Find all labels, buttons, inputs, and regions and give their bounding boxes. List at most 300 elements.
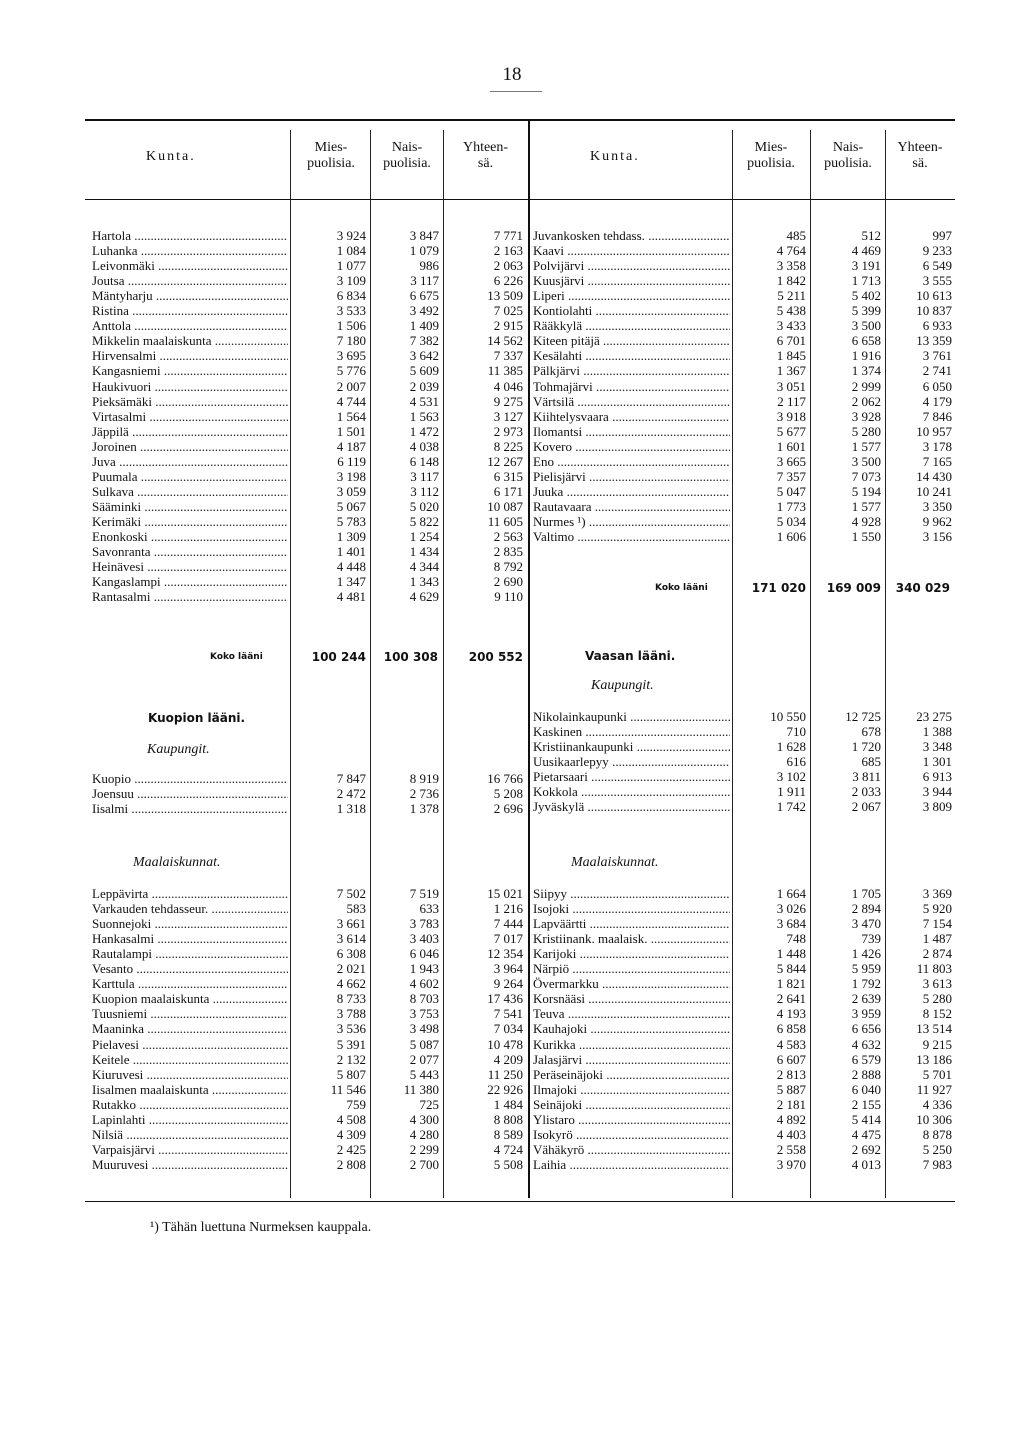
left-maalaiskunta-naispuolisia: 11 380 <box>403 1081 439 1097</box>
right-kunta-miespuolisia: 485 <box>786 228 806 243</box>
right-maalaiskunta-yhteensa: 8 878 <box>922 1126 952 1142</box>
right-kunta-miespuolisia: 3 665 <box>776 453 806 469</box>
left-maalaiskunta-name: Keitele ..... <box>92 1052 288 1067</box>
left-maalaiskunta-miespuolisia: 3 661 <box>336 916 366 932</box>
right-kunta-miespuolisia: 5 211 <box>777 288 806 304</box>
left-kunta-miespuolisia: 5 783 <box>336 513 366 529</box>
right-maalaiskunta-naispuolisia: 3 470 <box>851 916 881 932</box>
left-kaupunki-miespuolisia: 7 847 <box>336 771 366 786</box>
right-maalaiskunta-yhteensa: 5 920 <box>922 901 952 917</box>
right-maalaiskunta-miespuolisia: 2 641 <box>776 991 806 1007</box>
right-maalaiskunta-naispuolisia: 2 888 <box>851 1066 881 1082</box>
right-maalaiskunta-row <box>0 886 1024 901</box>
header-yhteensa-right: Yhteen- sä. <box>897 140 943 171</box>
left-kunta-name: Mäntyharju ..... <box>92 288 288 303</box>
right-maalaiskunta-name: Kauhajoki ..... <box>533 1021 730 1036</box>
left-kunta-naispuolisia: 4 038 <box>409 438 439 454</box>
left-kunta-miespuolisia: 1 347 <box>336 574 366 590</box>
left-kunta-miespuolisia: 1 564 <box>336 408 366 424</box>
right-maalaiskunta-miespuolisia: 3 026 <box>776 901 806 917</box>
right-maalaiskunta-name: Övermarkku ..... <box>533 976 730 991</box>
right-maalaiskunta-row <box>0 976 1024 991</box>
header-kunta-left: Kunta. <box>146 149 196 164</box>
right-maalaiskunta-row <box>0 961 1024 976</box>
left-maalaiskunta-naispuolisia: 3 498 <box>409 1021 439 1037</box>
left-maalaiskunta-name: Suonnejoki ..... <box>92 916 288 931</box>
right-maalaiskunta-yhteensa: 3 613 <box>922 976 952 992</box>
right-maalaiskunta-row <box>0 1006 1024 1021</box>
left-kunta-name: Joroinen ..... <box>92 439 288 454</box>
right-kunta-row <box>0 288 1024 303</box>
left-maalaiskunta-miespuolisia: 6 308 <box>336 946 366 962</box>
right-kaupunki-name: Nikolainkaupunki ..... <box>533 709 730 724</box>
right-kunta-row <box>0 409 1024 424</box>
right-maalaiskunta-row <box>0 1142 1024 1157</box>
header-miespuolisia-left: Mies- puolisia. <box>307 140 355 171</box>
right-kunta-row <box>0 303 1024 318</box>
right-kunta-row <box>0 243 1024 258</box>
right-maalaiskunta-yhteensa: 11 927 <box>916 1081 952 1097</box>
left-maalaiskunta-name: Iisalmen maalaiskunta ..... <box>92 1082 288 1097</box>
right-kunta-miespuolisia: 5 677 <box>776 423 806 439</box>
total-mies-left: 100 244 <box>311 650 366 664</box>
left-maalaiskunta-name: Rutakko ..... <box>92 1097 288 1112</box>
right-maalaiskunta-yhteensa: 4 336 <box>922 1096 952 1112</box>
right-maalaiskunta-naispuolisia: 2 894 <box>851 901 881 917</box>
left-kunta-naispuolisia: 4 629 <box>409 589 439 605</box>
right-kunta-row <box>0 348 1024 363</box>
left-kunta-yhteensa: 6 315 <box>493 468 523 484</box>
left-kunta-name: Heinävesi ..... <box>92 559 288 574</box>
header-kunta-right: Kunta. <box>590 149 640 164</box>
right-kaupunki-yhteensa: 23 275 <box>916 709 952 724</box>
left-maalaiskunta-miespuolisia: 4 309 <box>336 1126 366 1142</box>
right-maalaiskunta-row <box>0 916 1024 931</box>
right-maalaiskunta-naispuolisia: 4 475 <box>851 1126 881 1142</box>
right-kunta-naispuolisia: 3 500 <box>851 453 881 469</box>
left-kunta-naispuolisia: 3 117 <box>410 468 439 484</box>
left-kunta-name: Luhanka ..... <box>92 243 288 258</box>
right-kaupunki-row <box>0 769 1024 784</box>
right-maalaiskunta-naispuolisia: 5 414 <box>851 1111 881 1127</box>
section-title-kuopio: Kuopion lääni. <box>148 711 246 725</box>
left-maalaiskunta-naispuolisia: 3 753 <box>409 1006 439 1022</box>
left-maalaiskunta-name: Muuruvesi ..... <box>92 1157 288 1172</box>
right-kaupunki-naispuolisia: 12 725 <box>845 709 881 724</box>
right-kaupunki-row <box>0 754 1024 769</box>
right-kunta-row <box>0 363 1024 378</box>
right-maalaiskunta-yhteensa: 13 514 <box>916 1021 952 1037</box>
right-maalaiskunta-miespuolisia: 6 858 <box>776 1021 806 1037</box>
left-kunta-yhteensa: 2 063 <box>493 258 523 274</box>
total-nais-right: 169 009 <box>826 581 881 595</box>
left-maalaiskunta-miespuolisia: 5 391 <box>336 1036 366 1052</box>
left-maalaiskunta-naispuolisia: 2 299 <box>409 1141 439 1157</box>
left-kunta-miespuolisia: 1 501 <box>336 423 366 439</box>
right-maalaiskunta-row <box>0 991 1024 1006</box>
right-maalaiskunta-naispuolisia: 739 <box>861 931 881 947</box>
right-kaupunki-miespuolisia: 1 628 <box>776 739 806 755</box>
left-maalaiskunta-name: Tuusniemi ..... <box>92 1006 288 1021</box>
right-kunta-naispuolisia: 1 577 <box>851 438 881 454</box>
right-maalaiskunta-naispuolisia: 3 959 <box>851 1006 881 1022</box>
left-kunta-miespuolisia: 3 533 <box>336 303 366 319</box>
right-maalaiskunta-name: Siipyy ..... <box>533 886 730 901</box>
right-maalaiskunta-yhteensa: 3 369 <box>922 886 952 901</box>
left-kaupunki-miespuolisia: 2 472 <box>336 786 366 802</box>
right-kunta-yhteensa: 10 613 <box>916 288 952 304</box>
right-maalaiskunta-miespuolisia: 6 607 <box>776 1051 806 1067</box>
right-maalaiskunta-name: Laihia ..... <box>533 1157 730 1172</box>
left-maalaiskunta-miespuolisia: 2 425 <box>336 1141 366 1157</box>
left-kunta-naispuolisia: 6 675 <box>409 288 439 304</box>
right-kunta-row <box>0 273 1024 288</box>
left-maalaiskunta-miespuolisia: 2 132 <box>336 1051 366 1067</box>
left-kunta-name: Enonkoski ..... <box>92 529 288 544</box>
left-kunta-miespuolisia: 3 198 <box>336 468 366 484</box>
left-kunta-naispuolisia: 3 492 <box>409 303 439 319</box>
right-kunta-miespuolisia: 7 357 <box>776 468 806 484</box>
header-miespuolisia-right: Mies- puolisia. <box>747 140 795 171</box>
right-maalaiskunta-yhteensa: 5 280 <box>922 991 952 1007</box>
left-maalaiskunta-name: Pielavesi ..... <box>92 1037 288 1052</box>
right-maalaiskunta-naispuolisia: 6 040 <box>851 1081 881 1097</box>
right-kunta-miespuolisia: 1 845 <box>776 348 806 364</box>
right-maalaiskunta-yhteensa: 7 154 <box>922 916 952 932</box>
left-kunta-miespuolisia: 4 481 <box>336 589 366 605</box>
right-maalaiskunta-miespuolisia: 4 583 <box>776 1036 806 1052</box>
right-kunta-name: Ilomantsi ..... <box>533 424 730 439</box>
right-kunta-yhteensa: 3 156 <box>922 529 952 544</box>
left-maalaiskunta-yhteensa: 7 444 <box>493 916 523 932</box>
left-maalaiskunta-yhteensa: 11 250 <box>487 1066 523 1082</box>
left-maalaiskunta-miespuolisia: 2 021 <box>336 961 366 977</box>
left-kunta-name: Pieksämäki ..... <box>92 394 288 409</box>
left-maalaiskunta-yhteensa: 4 209 <box>493 1051 523 1067</box>
right-kaupunki-naispuolisia: 1 720 <box>851 739 881 755</box>
left-maalaiskunta-yhteensa: 7 541 <box>493 1006 523 1022</box>
header-naispuolisia-left: Nais- puolisia. <box>383 140 431 171</box>
left-maalaiskunta-miespuolisia: 583 <box>346 901 366 917</box>
right-maalaiskunta-row <box>0 1021 1024 1036</box>
right-kunta-row <box>0 484 1024 499</box>
left-maalaiskunta-naispuolisia: 4 602 <box>409 976 439 992</box>
left-maalaiskunta-yhteensa: 17 436 <box>487 991 523 1007</box>
right-kunta-name: Kiihtelysvaara ..... <box>533 409 730 424</box>
right-kaupunki-name: Kaskinen ..... <box>533 724 730 739</box>
right-kunta-naispuolisia: 512 <box>861 228 881 243</box>
right-kaupunki-miespuolisia: 1 911 <box>777 784 806 800</box>
left-kunta-name: Jäppilä ..... <box>92 424 288 439</box>
right-maalaiskunta-miespuolisia: 748 <box>786 931 806 947</box>
right-kaupunki-yhteensa: 6 913 <box>922 769 952 785</box>
left-kaupunki-miespuolisia: 1 318 <box>336 801 366 817</box>
right-maalaiskunta-yhteensa: 9 215 <box>922 1036 952 1052</box>
left-maalaiskunta-yhteensa: 10 478 <box>487 1036 523 1052</box>
left-maalaiskunta-name: Kuopion maalaiskunta ..... <box>92 991 288 1006</box>
right-maalaiskunta-yhteensa: 5 250 <box>922 1141 952 1157</box>
left-kunta-naispuolisia: 6 148 <box>409 453 439 469</box>
right-maalaiskunta-yhteensa: 2 874 <box>922 946 952 962</box>
right-kunta-yhteensa: 9 962 <box>922 513 952 529</box>
right-kunta-row <box>0 379 1024 394</box>
right-kunta-miespuolisia: 5 047 <box>776 483 806 499</box>
right-kaupunki-naispuolisia: 2 067 <box>851 799 881 815</box>
right-maalaiskunta-miespuolisia: 3 970 <box>776 1156 806 1172</box>
left-kunta-naispuolisia: 1 409 <box>409 318 439 334</box>
left-maalaiskunta-name: Lapinlahti ..... <box>92 1112 288 1127</box>
right-kaupunki-miespuolisia: 3 102 <box>776 769 806 785</box>
right-kunta-yhteensa: 14 430 <box>916 468 952 484</box>
left-maalaiskunta-naispuolisia: 4 300 <box>409 1111 439 1127</box>
left-maalaiskunta-name: Nilsiä ..... <box>92 1127 288 1142</box>
right-kunta-naispuolisia: 2 999 <box>851 378 881 394</box>
left-kunta-row <box>0 544 1024 559</box>
total-label-left: Koko lääni <box>210 652 263 662</box>
left-kunta-yhteensa: 8 225 <box>493 438 523 454</box>
right-kunta-naispuolisia: 4 928 <box>851 513 881 529</box>
footnote-text: Tähän luettuna Nurmeksen kauppala. <box>162 1220 372 1235</box>
left-maalaiskunta-naispuolisia: 5 087 <box>409 1036 439 1052</box>
right-kunta-yhteensa: 6 050 <box>922 378 952 394</box>
total-yht-right: 340 029 <box>895 581 950 595</box>
left-kunta-name: Kangasniemi ..... <box>92 363 288 378</box>
right-kunta-naispuolisia: 4 469 <box>851 243 881 259</box>
right-kunta-yhteensa: 7 165 <box>922 453 952 469</box>
right-kunta-name: Liperi ..... <box>533 288 730 303</box>
right-kaupunki-name: Pietarsaari ..... <box>533 769 730 784</box>
left-maalaiskunta-yhteensa: 3 964 <box>493 961 523 977</box>
right-kaupunki-naispuolisia: 678 <box>861 724 881 740</box>
right-kaupunki-name: Kokkola ..... <box>533 784 730 799</box>
right-kunta-miespuolisia: 5 438 <box>776 303 806 319</box>
left-maalaiskunta-miespuolisia: 11 546 <box>330 1081 366 1097</box>
left-kunta-miespuolisia: 3 924 <box>336 228 366 243</box>
right-kunta-miespuolisia: 6 701 <box>776 333 806 349</box>
right-kunta-name: Kovero ..... <box>533 439 730 454</box>
left-kunta-name: Anttola ..... <box>92 318 288 333</box>
right-kunta-name: Kaavi ..... <box>533 243 730 258</box>
right-maalaiskunta-name: Närpiö ..... <box>533 961 730 976</box>
right-maalaiskunta-name: Teuva ..... <box>533 1006 730 1021</box>
left-kunta-miespuolisia: 3 109 <box>336 273 366 289</box>
right-kunta-naispuolisia: 1 916 <box>851 348 881 364</box>
right-kunta-row <box>0 424 1024 439</box>
right-kunta-row <box>0 514 1024 529</box>
right-kunta-name: Eno ..... <box>533 454 730 469</box>
right-maalaiskunta-name: Vähäkyrö ..... <box>533 1142 730 1157</box>
right-maalaiskunta-name: Isokyrö ..... <box>533 1127 730 1142</box>
left-kunta-name: Virtasalmi ..... <box>92 409 288 424</box>
left-kunta-naispuolisia: 986 <box>419 258 439 274</box>
left-kunta-yhteensa: 8 792 <box>493 559 523 575</box>
right-maalaiskunta-name: Lapväärtti ..... <box>533 916 730 931</box>
right-kunta-name: Rautavaara ..... <box>533 499 730 514</box>
right-kunta-yhteensa: 10 837 <box>916 303 952 319</box>
left-kaupunki-yhteensa: 16 766 <box>487 771 523 786</box>
right-kunta-naispuolisia: 5 399 <box>851 303 881 319</box>
left-kunta-name: Hartola ..... <box>92 228 288 243</box>
right-maalaiskunta-miespuolisia: 4 892 <box>776 1111 806 1127</box>
right-kunta-naispuolisia: 3 191 <box>851 258 881 274</box>
left-kaupunki-naispuolisia: 8 919 <box>409 771 439 786</box>
right-maalaiskunta-row <box>0 931 1024 946</box>
left-kunta-yhteensa: 13 509 <box>487 288 523 304</box>
subsection-maalaiskunnat-left: Maalaiskunnat. <box>133 855 221 870</box>
left-maalaiskunta-name: Hankasalmi ..... <box>92 931 288 946</box>
left-maalaiskunta-name: Kiuruvesi ..... <box>92 1067 288 1082</box>
right-maalaiskunta-naispuolisia: 4 013 <box>851 1156 881 1172</box>
left-kunta-yhteensa: 6 226 <box>493 273 523 289</box>
right-kunta-miespuolisia: 1 601 <box>776 438 806 454</box>
right-kunta-name: Juuka ..... <box>533 484 730 499</box>
right-kunta-name: Kontiolahti ..... <box>533 303 730 318</box>
right-kunta-yhteensa: 3 350 <box>922 498 952 514</box>
right-maalaiskunta-miespuolisia: 2 181 <box>776 1096 806 1112</box>
right-maalaiskunta-miespuolisia: 1 448 <box>776 946 806 962</box>
left-kunta-yhteensa: 7 337 <box>493 348 523 364</box>
left-kunta-yhteensa: 3 127 <box>493 408 523 424</box>
footnote-marker: ¹) <box>150 1220 159 1235</box>
header-yhteensa-left: Yhteen- sä. <box>462 140 509 171</box>
left-kaupunki-yhteensa: 2 696 <box>493 801 523 817</box>
left-kunta-naispuolisia: 1 434 <box>409 544 439 560</box>
left-kunta-name: Joutsa ..... <box>92 273 288 288</box>
left-maalaiskunta-miespuolisia: 759 <box>346 1096 366 1112</box>
left-kaupunki-yhteensa: 5 208 <box>493 786 523 802</box>
right-kunta-naispuolisia: 3 928 <box>851 408 881 424</box>
right-maalaiskunta-row <box>0 1127 1024 1142</box>
right-kunta-naispuolisia: 5 402 <box>851 288 881 304</box>
left-maalaiskunta-miespuolisia: 3 788 <box>336 1006 366 1022</box>
right-kunta-naispuolisia: 5 280 <box>851 423 881 439</box>
left-kunta-name: Sääminki ..... <box>92 499 288 514</box>
left-maalaiskunta-naispuolisia: 5 443 <box>409 1066 439 1082</box>
left-maalaiskunta-naispuolisia: 2 077 <box>409 1051 439 1067</box>
right-kunta-name: Kesälahti ..... <box>533 348 730 363</box>
right-kunta-yhteensa: 6 549 <box>922 258 952 274</box>
right-kunta-row <box>0 454 1024 469</box>
right-kunta-yhteensa: 2 741 <box>922 363 952 379</box>
right-maalaiskunta-miespuolisia: 3 684 <box>776 916 806 932</box>
right-maalaiskunta-name: Karijoki ..... <box>533 946 730 961</box>
left-maalaiskunta-naispuolisia: 1 943 <box>409 961 439 977</box>
left-kunta-yhteensa: 4 046 <box>493 378 523 394</box>
right-kunta-miespuolisia: 1 367 <box>776 363 806 379</box>
right-kunta-naispuolisia: 1 577 <box>851 498 881 514</box>
left-maalaiskunta-yhteensa: 8 808 <box>493 1111 523 1127</box>
right-maalaiskunta-yhteensa: 10 306 <box>916 1111 952 1127</box>
right-kunta-row <box>0 469 1024 484</box>
left-maalaiskunta-yhteensa: 8 589 <box>493 1126 523 1142</box>
right-kunta-miespuolisia: 3 358 <box>776 258 806 274</box>
right-kunta-yhteensa: 13 359 <box>916 333 952 349</box>
left-kunta-naispuolisia: 3 112 <box>410 483 439 499</box>
right-kaupunki-row <box>0 784 1024 802</box>
right-kunta-name: Pälkjärvi ..... <box>533 363 730 378</box>
left-kunta-miespuolisia: 3 059 <box>336 483 366 499</box>
right-maalaiskunta-naispuolisia: 1 426 <box>851 946 881 962</box>
right-kunta-name: Rääkkylä ..... <box>533 318 730 333</box>
right-maalaiskunta-naispuolisia: 4 632 <box>851 1036 881 1052</box>
left-kunta-miespuolisia: 4 448 <box>336 559 366 575</box>
right-kunta-row <box>0 318 1024 333</box>
right-kaupunki-name: Kristiinankaupunki ..... <box>533 739 730 754</box>
right-maalaiskunta-naispuolisia: 5 959 <box>851 961 881 977</box>
left-kunta-naispuolisia: 7 382 <box>409 333 439 349</box>
left-kunta-miespuolisia: 6 119 <box>337 453 366 469</box>
right-kaupunki-yhteensa: 3 348 <box>922 739 952 755</box>
left-kunta-yhteensa: 9 110 <box>494 589 523 605</box>
left-kunta-yhteensa: 11 385 <box>487 363 523 379</box>
right-kunta-miespuolisia: 4 764 <box>776 243 806 259</box>
left-maalaiskunta-miespuolisia: 3 536 <box>336 1021 366 1037</box>
right-maalaiskunta-row <box>0 1082 1024 1097</box>
right-maalaiskunta-name: Peräseinäjoki ..... <box>533 1067 730 1082</box>
right-maalaiskunta-row <box>0 1052 1024 1067</box>
left-kunta-yhteensa: 14 562 <box>487 333 523 349</box>
left-kunta-miespuolisia: 3 695 <box>336 348 366 364</box>
left-maalaiskunta-miespuolisia: 2 808 <box>336 1156 366 1172</box>
right-kunta-yhteensa: 3 555 <box>922 273 952 289</box>
left-kunta-naispuolisia: 2 039 <box>409 378 439 394</box>
left-kunta-naispuolisia: 5 822 <box>409 513 439 529</box>
section-title-vaasa: Vaasan lääni. <box>585 649 676 663</box>
right-kunta-naispuolisia: 5 194 <box>851 483 881 499</box>
left-kunta-yhteensa: 2 835 <box>493 544 523 560</box>
right-maalaiskunta-row <box>0 1157 1024 1172</box>
left-maalaiskunta-yhteensa: 1 216 <box>493 901 523 917</box>
left-maalaiskunta-naispuolisia: 725 <box>419 1096 439 1112</box>
right-kunta-row <box>0 228 1024 243</box>
left-kunta-yhteensa: 6 171 <box>493 483 523 499</box>
right-kunta-miespuolisia: 3 918 <box>776 408 806 424</box>
right-kunta-naispuolisia: 1 374 <box>851 363 881 379</box>
right-kunta-name: Pielisjärvi ..... <box>533 469 730 484</box>
right-kaupunki-name: Jyväskylä ..... <box>533 799 730 814</box>
right-maalaiskunta-yhteensa: 11 803 <box>916 961 952 977</box>
header-divider <box>85 199 955 200</box>
right-kunta-row <box>0 394 1024 409</box>
right-kunta-name: Kuusjärvi ..... <box>533 273 730 288</box>
left-maalaiskunta-name: Rautalampi ..... <box>92 946 288 961</box>
subsection-kaupungit-left: Kaupungit. <box>147 742 210 757</box>
right-maalaiskunta-miespuolisia: 4 193 <box>776 1006 806 1022</box>
left-kunta-miespuolisia: 6 834 <box>336 288 366 304</box>
right-kunta-name: Kiteen pitäjä ..... <box>533 333 730 348</box>
left-kunta-miespuolisia: 4 744 <box>336 393 366 409</box>
right-maalaiskunta-yhteensa: 7 983 <box>922 1156 952 1172</box>
left-kunta-naispuolisia: 1 079 <box>409 243 439 259</box>
right-kunta-miespuolisia: 5 034 <box>776 513 806 529</box>
left-kunta-yhteensa: 10 087 <box>487 498 523 514</box>
left-kaupunki-name: Kuopio ..... <box>92 771 288 786</box>
left-kunta-miespuolisia: 5 067 <box>336 498 366 514</box>
left-kunta-yhteensa: 7 771 <box>493 228 523 243</box>
right-kaupunki-miespuolisia: 10 550 <box>770 709 806 724</box>
right-maalaiskunta-miespuolisia: 5 887 <box>776 1081 806 1097</box>
left-maalaiskunta-name: Vesanto ..... <box>92 961 288 976</box>
left-kunta-naispuolisia: 1 472 <box>409 423 439 439</box>
left-kunta-naispuolisia: 1 343 <box>409 574 439 590</box>
right-kunta-yhteensa: 997 <box>932 228 952 243</box>
right-maalaiskunta-miespuolisia: 5 844 <box>776 961 806 977</box>
left-maalaiskunta-yhteensa: 1 484 <box>493 1096 523 1112</box>
left-kunta-name: Leivonmäki ..... <box>92 258 288 273</box>
left-maalaiskunta-miespuolisia: 4 662 <box>336 976 366 992</box>
left-maalaiskunta-naispuolisia: 2 700 <box>409 1156 439 1172</box>
left-maalaiskunta-yhteensa: 22 926 <box>487 1081 523 1097</box>
